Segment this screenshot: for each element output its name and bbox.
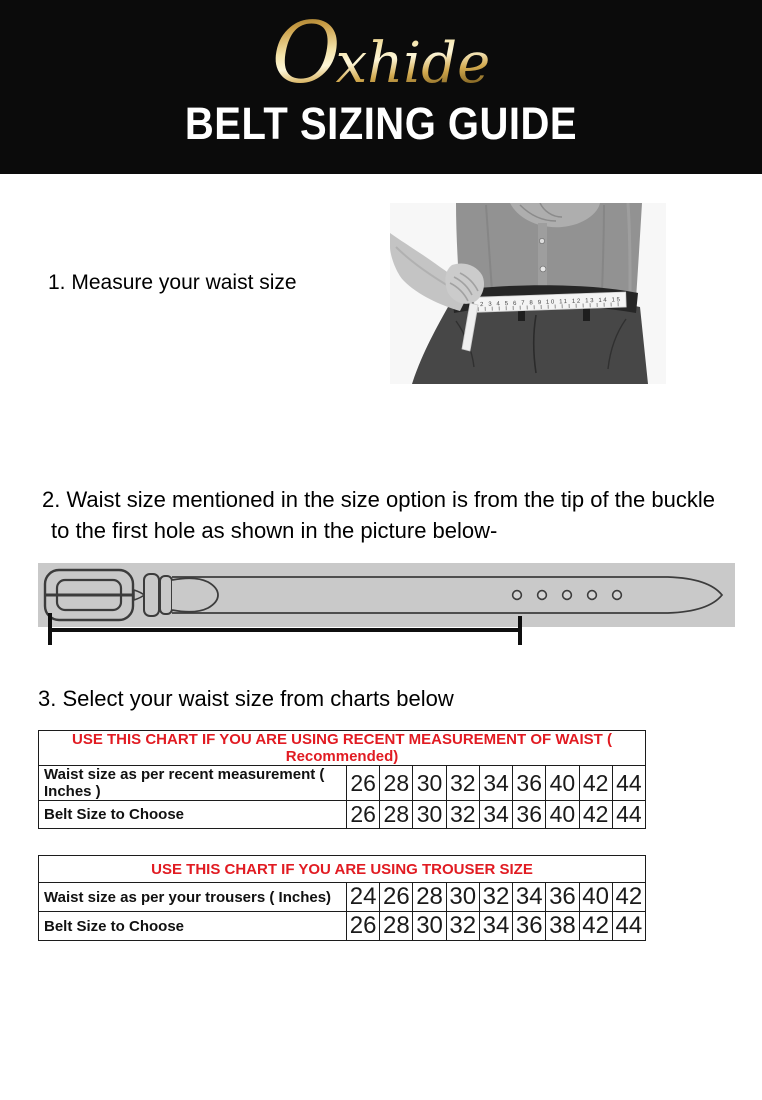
size-cell: 34: [479, 766, 512, 801]
row-label-belt-size: Belt Size to Choose: [39, 801, 347, 829]
step-3-text: 3. Select your waist size from charts below: [38, 686, 454, 711]
size-cell: 30: [446, 883, 479, 912]
size-cell: 44: [612, 766, 645, 801]
size-cell: 32: [479, 883, 512, 912]
step-2-text: [42, 484, 715, 546]
size-cell: 36: [546, 883, 579, 912]
belt-keeper: [144, 574, 159, 616]
size-cell: 36: [513, 801, 546, 829]
table-row: [39, 912, 646, 941]
belt-keeper: [160, 576, 172, 614]
oxhide-logo: [191, 4, 571, 100]
size-chart-trouser-size: [38, 855, 646, 941]
table-row: [39, 801, 646, 829]
size-cell: 28: [380, 766, 413, 801]
row-label-waist-trousers: Waist size as per your trousers ( Inches): [39, 883, 347, 912]
step-2-line-2: to the first hole as shown in the picture below-: [51, 518, 498, 543]
chart-header-trouser: USE THIS CHART IF YOU ARE USING TROUSER SIZE: [39, 856, 646, 883]
size-cell: 32: [446, 801, 479, 829]
size-chart-recent-measurement: [38, 730, 646, 829]
size-cell: 42: [579, 766, 612, 801]
belt-fold: [172, 578, 218, 611]
shirt-button: [539, 238, 544, 243]
shirt-button: [540, 266, 546, 272]
size-cell: 44: [612, 801, 645, 829]
size-cell: 30: [413, 766, 446, 801]
size-cell: 40: [546, 801, 579, 829]
size-cell: 30: [413, 912, 446, 941]
size-cell: 28: [380, 912, 413, 941]
row-label-belt-size: Belt Size to Choose: [39, 912, 347, 941]
belt-strap: [172, 577, 722, 613]
size-cell: 38: [546, 912, 579, 941]
size-cell: 34: [479, 912, 512, 941]
size-cell: 26: [347, 766, 380, 801]
size-cell: 30: [413, 801, 446, 829]
step-1-text: 1. Measure your waist size: [48, 271, 297, 294]
size-cell: 40: [579, 883, 612, 912]
size-cell: 42: [579, 801, 612, 829]
brand-text: Oxhide: [271, 4, 491, 100]
row-label-waist-recent: Waist size as per recent measurement ( Inches ): [39, 766, 347, 801]
size-cell: 40: [546, 766, 579, 801]
size-cell: 34: [479, 801, 512, 829]
size-cell: 28: [413, 883, 446, 912]
step-2-line-1: 2. Waist size mentioned in the size option is from the tip of the buckle: [42, 487, 715, 512]
trousers: [412, 300, 648, 385]
table-row: [39, 766, 646, 801]
size-cell: 32: [446, 766, 479, 801]
page-title: BELT SIZING GUIDE: [184, 99, 578, 150]
size-cell: 26: [347, 801, 380, 829]
waist-measure-photo: [390, 203, 666, 384]
table-row: [39, 883, 646, 912]
size-cell: 42: [579, 912, 612, 941]
header-banner: [0, 0, 762, 174]
size-cell: 28: [380, 801, 413, 829]
size-cell: 36: [513, 766, 546, 801]
size-cell: 26: [347, 912, 380, 941]
size-cell: 24: [347, 883, 380, 912]
belt-diagram: [38, 563, 738, 653]
size-cell: 36: [513, 912, 546, 941]
size-cell: 34: [513, 883, 546, 912]
size-cell: 42: [612, 883, 645, 912]
size-cell: 26: [380, 883, 413, 912]
tape-numbers: 2 3 4 5 6 7 8 9 10 11 12 13 14 15: [479, 297, 621, 309]
belt-buckle: [45, 570, 144, 620]
chart-header-recent: USE THIS CHART IF YOU ARE USING RECENT MEASUREMENT OF WAIST ( Recommended): [39, 731, 646, 766]
size-cell: 44: [612, 912, 645, 941]
size-cell: 32: [446, 912, 479, 941]
